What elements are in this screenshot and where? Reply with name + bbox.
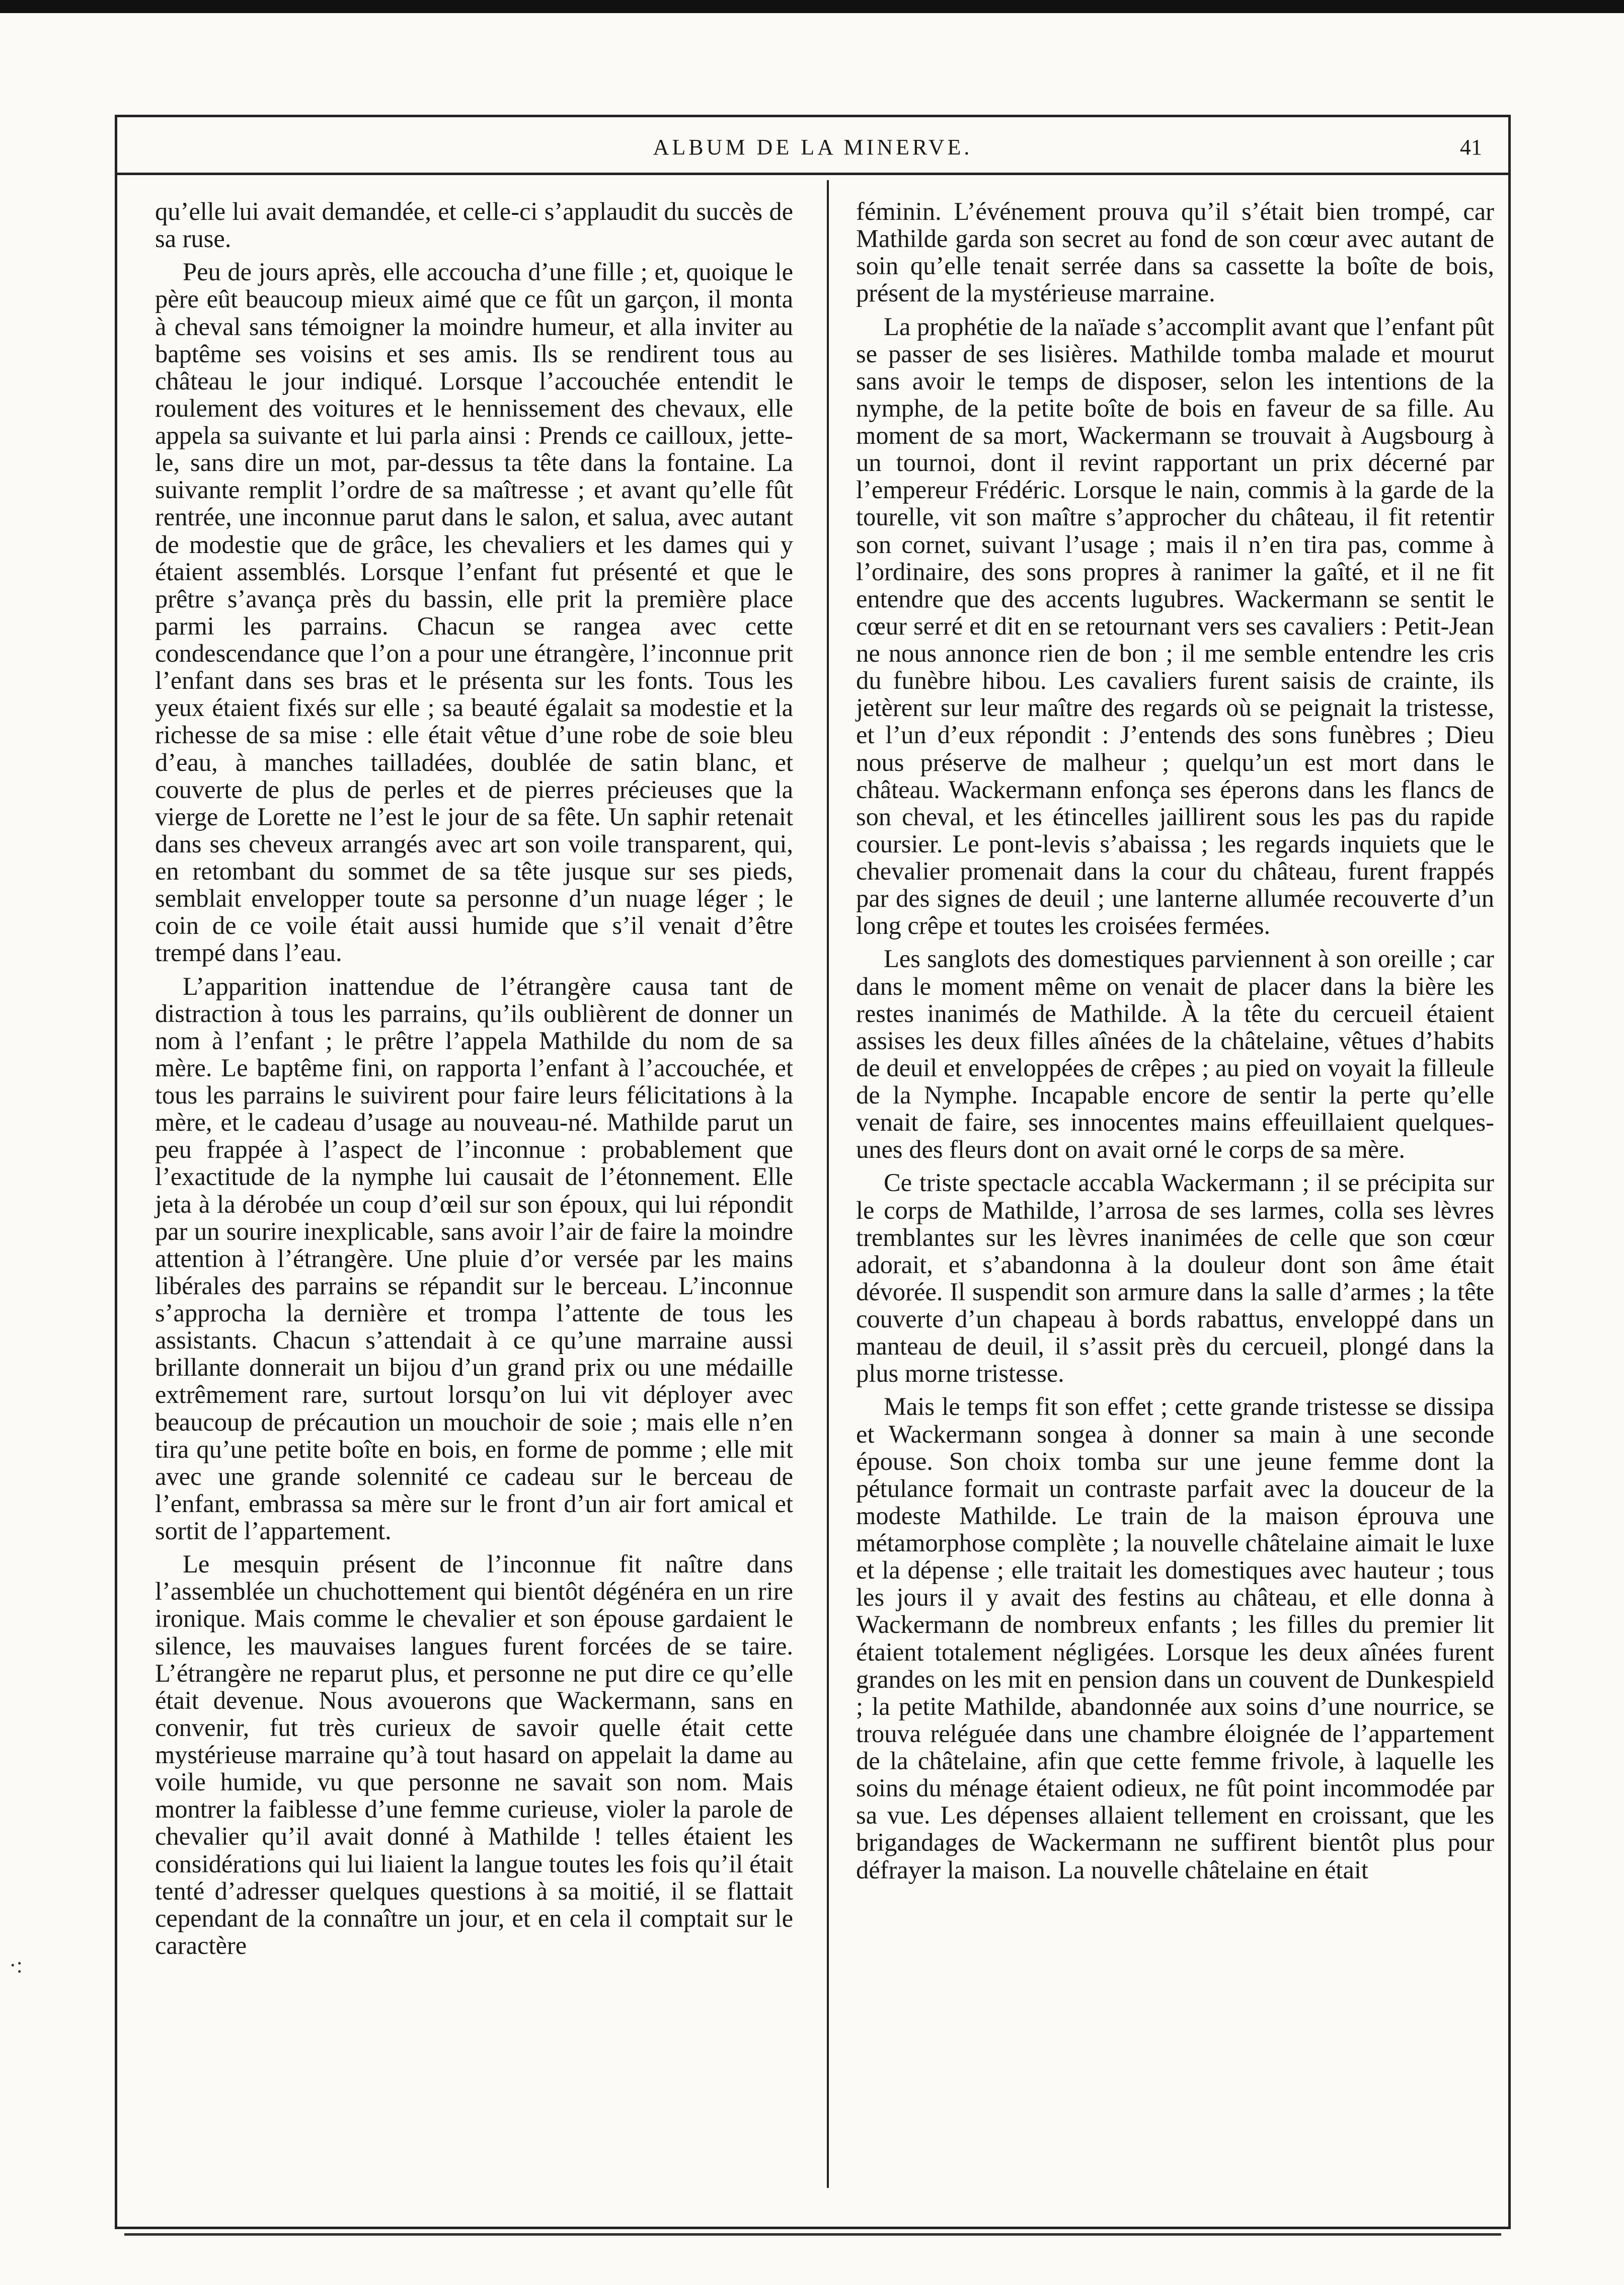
top-edge-rule <box>0 0 1624 13</box>
paragraph: qu’elle lui avait demandée, et celle-ci s’applaudit du succès de sa ruse. <box>155 197 793 253</box>
margin-mark: ·: <box>9 1953 23 1978</box>
right-column <box>856 198 1494 1889</box>
header-title: ALBUM DE LA MINERVE. <box>653 135 973 160</box>
paragraph: Mais le temps fit son effet ; cette grande tristesse se dissipa et Wackermann songea à donner sa main à une seconde épouse. Son choix tomba sur une jeune femme dont la pétulance formait un contraste parfait avec la douceur de la modeste Mathilde. Le train de la maison éprouva une métamorphose complète ; la nouvelle châtelaine aimait le luxe et la dépense ; elle traitait les domestiques avec hauteur ; tous les jours il y avait des festins au château, et elle donna à Wackermann de nombreux enfants ; les filles du premier lit étaient totalement négligées. Lorsque les deux aînées furent grandes on les mit en pension dans un couvent de Dunkespield ; la petite Mathilde, abandonnée aux soins d’une nourrice, se trouva reléguée dans une chambre éloignée de l’appartement de la châtelaine, afin que cette femme frivole, à laquelle les soins du ménage étaient odieux, ne fût point incommodée par sa vue. Les dépenses allaient tellement en croissant, que les brigandages de Wackermann ne suffirent bientôt plus pour défrayer la maison. La nouvelle châtelaine en était <box>856 1392 1494 1884</box>
paragraph: Peu de jours après, elle accoucha d’une fille ; et, quoique le père eût beaucoup mieux aimé que ce fût un garçon, il monta à cheval sans témoigner la moindre humeur, et alla inviter au baptême ses voisins et ses amis. Ils se rendirent tous au château le jour indiqué. Lorsque l’accouchée entendit le roulement des voitures et le hennissement des chevaux, elle appela sa suivante et lui parla ainsi : Prends ce cailloux, jette-le, sans dire un mot, par-dessus ta tête dans la fontaine. La suivante remplit l’ordre de sa maîtresse ; et avant qu’elle fût rentrée, une inconnue parut dans le salon, et salua, avec autant de modestie que de grâce, les chevaliers et les dames qui y étaient assemblés. Lorsque l’enfant fut présenté et que le prêtre s’avança près du bassin, elle prit la première place parmi les parrains. Chacun se rangea avec cette condescendance que l’on a pour une étrangère, l’inconnue prit l’enfant dans ses bras et le présenta sur les fonts. Tous les yeux étaient fixés sur elle ; sa beauté égalait sa modestie et la richesse de sa mise : elle était vêtue d’une robe de soie bleu d’eau, à manches tailladées, doublée de satin blanc, et couverte de plus de perles et de pierres précieuses que la vierge de Lorette ne l’est le jour de sa fête. Un saphir retenait dans ses cheveux arrangés avec art son voile transparent, qui, en retombant du sommet de sa tête jusque sur ses pieds, semblait envelopper toute sa personne d’un nuage léger ; le coin de ce voile était aussi humide que s’il venait d’être trempé dans l’eau. <box>155 258 793 967</box>
page-frame <box>115 115 1511 2229</box>
paragraph: Le mesquin présent de l’inconnue fit naître dans l’assemblée un chuchottement qui bientôt dégénéra en un rire ironique. Mais comme le chevalier et son épouse gardaient le silence, les mauvaises langues furent forcées de se taire. L’étrangère ne reparut plus, et personne ne put dire ce qu’elle était devenue. Nous avouerons que Wackermann, sans en convenir, fut très curieux de savoir quelle était cette mystérieuse marraine qu’à tout hasard on appelait la dame au voile humide, vu que personne ne savait son nom. Mais montrer la faiblesse d’une femme curieuse, violer la parole de chevalier qu’il avait donné à Mathilde ! telles étaient les considérations qui lui liaient la langue toutes les fois qu’il était tenté d’adresser quelques questions à sa moitié, il se flattait cependant de la connaître un jour, et en cela il comptait sur le caractère <box>155 1550 793 1959</box>
paragraph: Les sanglots des domestiques parviennent à son oreille ; car dans le moment même on venait de placer dans la bière les restes inanimés de Mathilde. À la tête du cercueil étaient assises les deux filles aînées de la châtelaine, vêtues d’habits de deuil et enveloppées de crêpes ; au pied on voyait la filleule de la Nymphe. Incapable encore de sentir la perte qu’elle venait de faire, ses innocentes mains effeuillaient quelques-unes des fleurs dont on avait orné le corps de sa mère. <box>856 944 1494 1164</box>
paragraph: L’apparition inattendue de l’étrangère causa tant de distraction à tous les parrains, qu’ils oublièrent de donner un nom à l’enfant ; le prêtre l’appela Mathilde du nom de sa mère. Le baptême fini, on rapporta l’enfant à l’accouchée, et tous les parrains le suivirent pour faire leurs félicitations à la mère, et le cadeau d’usage au nouveau-né. Mathilde parut un peu frappée à l’aspect de l’inconnue : probablement que l’exactitude de la nymphe lui causait de l’étonnement. Elle jeta à la dérobée un coup d’œil sur son époux, qui lui répondit par un sourire inexplicable, sans avoir l’air de faire la moindre attention à l’étrangère. Une pluie d’or versée par les mains libérales des parrains se répandit sur le berceau. L’inconnue s’approcha la dernière et trompa l’attente de tous les assistants. Chacun s’attendait à ce qu’une marraine aussi brillante donnerait un bijou d’un grand prix ou une médaille extrêmement rare, surtout lorsqu’on lui vit déployer avec beaucoup de précaution un mouchoir de soie ; mais elle n’en tira qu’une petite boîte en bois, en forme de pomme ; elle mit avec une grande solennité ce cadeau sur le berceau de l’enfant, embrassa sa mère sur le front d’un air fort amical et sortit de l’appartement. <box>155 972 793 1545</box>
paragraph: La prophétie de la naïade s’accomplit avant que l’enfant pût se passer de ses lisières. Mathilde tomba malade et mourut sans avoir le temps de disposer, selon les intentions de la nymphe, de la petite boîte de bois en faveur de sa fille. Au moment de sa mort, Wackermann se trouvait à Augsbourg à un tournoi, dont il revint rapportant un prix décerné par l’empereur Frédéric. Lorsque le nain, commis à la garde de la tourelle, vit son maître s’approcher du château, il fit retentir son cornet, suivant l’usage ; mais il n’en tira pas, comme à l’ordinaire, des sons propres à ranimer la gaîté, et il ne fit entendre que des accents lugubres. Wackermann se sentit le cœur serré et dit en se retournant vers ses cavaliers : Petit-Jean ne nous annonce rien de bon ; il me semble entendre les cris du funèbre hibou. Les cavaliers furent saisis de crainte, ils jetèrent sur leur maître des regards où se peignait la tristesse, et l’un d’eux répondit : J’entends des sons funèbres ; Dieu nous préserve de malheur ; quelqu’un est mort dans le château. Wackermann enfonça ses éperons dans les flancs de son cheval, et les étincelles jaillirent sous les pas du rapide coursier. Le pont-levis s’abaissa ; les regards inquiets que le chevalier promenait dans la cour du château, furent frappés par des signes de deuil ; une lanterne allumée recouverte d’un long crêpe et toutes les croisées fermées. <box>856 312 1494 940</box>
paragraph: féminin. L’événement prouva qu’il s’était bien trompé, car Mathilde garda son secret au fond de son cœur avec autant de soin qu’elle tenait serrée dans sa cassette la boîte de bois, présent de la mystérieuse marraine. <box>856 197 1494 307</box>
paragraph: Ce triste spectacle accabla Wackermann ; il se précipita sur le corps de Mathilde, l’arrosa de ses larmes, colla ses lèvres tremblantes sur les lèvres inanimées de celle que son cœur adorait, et s’abandonna à la douleur dont son âme était dévorée. Il suspendit son armure dans la salle d’armes ; la tête couverte d’un chapeau à bords rabattus, enveloppé dans un manteau de deuil, il s’assit près du cercueil, plongé dans la plus morne tristesse. <box>856 1168 1494 1388</box>
column-divider <box>827 180 829 2188</box>
running-header <box>117 117 1508 175</box>
left-column <box>155 198 793 1965</box>
page-number: 41 <box>1460 135 1482 160</box>
